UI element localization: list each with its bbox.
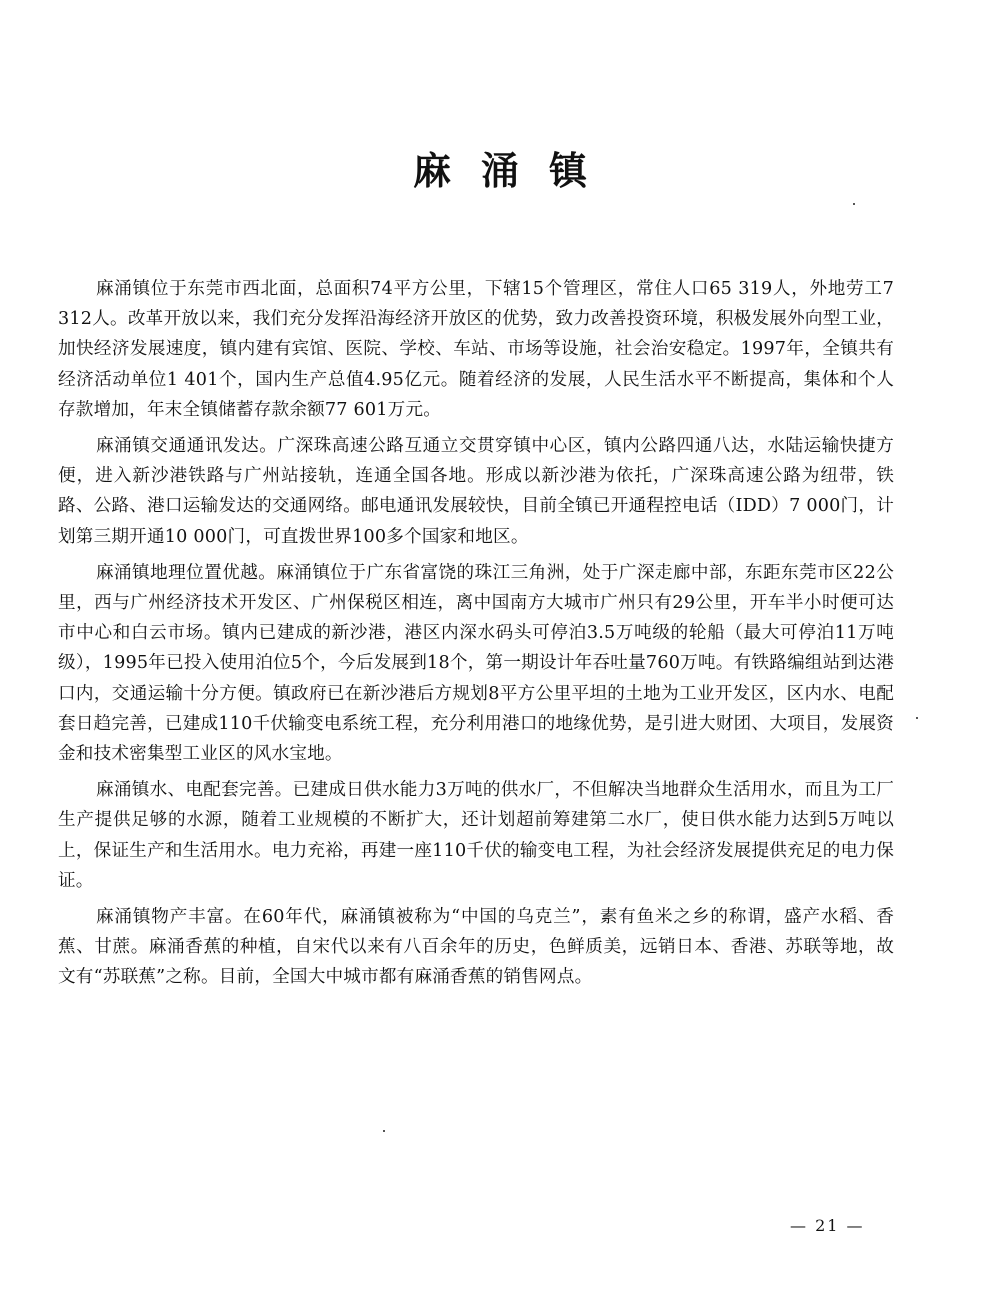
paragraph: 麻涌镇交通通讯发达。广深珠高速公路互通立交贯穿镇中心区，镇内公路四通八达，水陆运输快捷方便，进入新沙港铁路与广州站接轨，连通全国各地。形成以新沙港为依托，广深珠高速公路为纽带，铁路、公路、港口运输发达的交通网络。邮电通讯发展较快，目前全镇已开通程控电话（IDD）7 000门，计划第三期开通10 000门，可直拨世界100多个国家和地区。 xyxy=(58,436,894,547)
paragraph: 麻涌镇地理位置优越。麻涌镇位于广东省富饶的珠江三角洲，处于广深走廊中部，东距东莞市区22公里，西与广州经济技术开发区、广州保税区相连，离中国南方大城市广州只有29公里，开车半小时便可达市中心和白云市场。镇内已建成的新沙港，港区内深水码头可停泊3.5万吨级的轮船（最大可停泊11万吨级），1995年已投入使用泊位5个，今后发展到18个，第一期设计年吞吐量760万吨。有铁路编组站到达港口内，交通运输十分方便。镇政府已在新沙港后方规划8平方公里平坦的土地为工业开发区，区内水、电配套日趋完善，已建成110千伏输变电系统工程，充分利用港口的地缘优势，是引进大财团、大项目，发展资金和技术密集型工业区的风水宝地。 xyxy=(58,562,894,765)
paragraph: 麻涌镇位于东莞市西北面，总面积74平方公里，下辖15个管理区，常住人口65 319人，外地劳工7 312人。改革开放以来，我们充分发挥沿海经济开放区的优势，致力改善投资环境，积极发展外向型工业，加快经济发展速度，镇内建有宾馆、医院、学校、车站、市场等设施，社会治安稳定。1997年，全镇共有经济活动单位1 401个，国内生产总值4.95亿元。随着经济的发展，人民生活水平不断提高，集体和个人存款增加，年末全镇储蓄存款余额77 601万元。 xyxy=(58,279,894,420)
body-text xyxy=(58,274,894,999)
page-title: 麻涌镇 xyxy=(412,148,617,193)
page-number: — 21 — xyxy=(790,1216,865,1235)
paragraph: 麻涌镇水、电配套完善。已建成日供水能力3万吨的供水厂，不但解决当地群众生活用水，而且为工厂生产提供足够的水源，随着工业规模的不断扩大，还计划超前筹建第二水厂，使日供水能力达到5万吨以上，保证生产和生活用水。电力充裕，再建一座110千伏的输变电工程，为社会经济发展提供充足的电力保证。 xyxy=(58,780,894,891)
scan-speck xyxy=(853,203,855,205)
paragraph: 麻涌镇物产丰富。在60年代，麻涌镇被称为“中国的乌克兰”，素有鱼米之乡的称谓，盛产水稻、香蕉、甘蔗。麻涌香蕉的种植，自宋代以来有八百余年的历史，色鲜质美，远销日本、香港、苏联等地，故文有“苏联蕉”之称。目前，全国大中城市都有麻涌香蕉的销售网点。 xyxy=(58,907,894,988)
scan-speck xyxy=(916,717,918,719)
scan-speck xyxy=(383,1130,385,1132)
